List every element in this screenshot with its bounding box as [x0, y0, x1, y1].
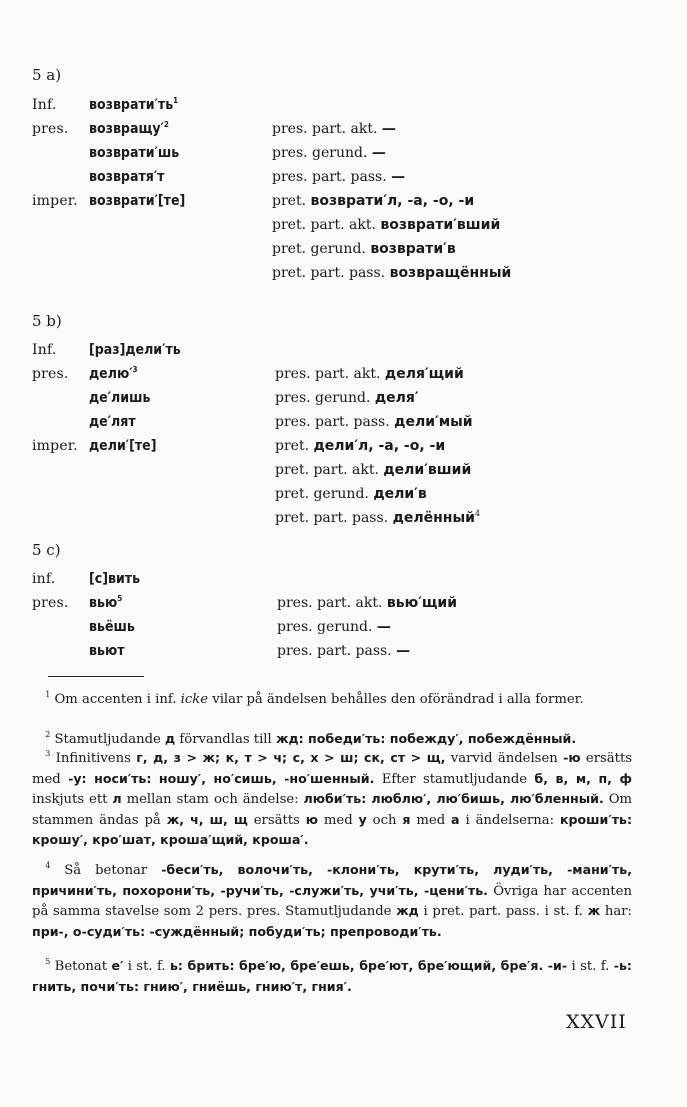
form-row: pres. gerund. — [277, 619, 391, 635]
form-row: pres. part. pass. — [272, 169, 406, 185]
form-row: pret. part. pass. делённый$^4$ [275, 509, 481, 526]
form-row: pret. gerund. дели′в [275, 486, 427, 502]
inf-label: inf. [32, 571, 56, 587]
inf-form: [с]вить [89, 571, 141, 587]
pres-label: pres. [32, 366, 69, 382]
form-row: pres. part. akt. — [272, 121, 396, 137]
inf-label: Inf. [32, 342, 57, 358]
form-row: pret. part. akt. возврати′вший [272, 217, 501, 233]
pres-form-3: вьют [89, 643, 125, 659]
inf-label: Inf. [32, 97, 57, 113]
section-5a-label: 5 a) [32, 66, 62, 84]
form-row: pres. gerund. деля′ [275, 390, 419, 406]
pres-form-2: возврати′шь [89, 145, 180, 161]
section-5b-label: 5 b) [32, 312, 62, 330]
form-row: pret. part. pass. возвращённый [272, 265, 512, 281]
inf-form: $возврати'ть^1$ [89, 96, 179, 113]
imper-form: дели′[те] [89, 438, 157, 454]
pres-form-3: возвратя′т [89, 169, 165, 185]
form-row: pres. part. pass. — [277, 643, 411, 659]
form-row: pres. gerund. — [272, 145, 386, 161]
footnote-5: $^5$ Betonat е′ i st. f. ь: брить: бре′ю, бре′ешь, бре′ют, бре′ющий, бре′я. -и- i st. f. -ь: гнить, почи′ть: гнию′, гниёшь, гнию′т, гния′. [32, 957, 632, 994]
section-5c-label: 5 c) [32, 541, 61, 559]
form-row: pret. дели′л, -а, -о, -и [275, 438, 446, 454]
inf-form: [раз]дели′ть [89, 342, 181, 358]
pres-form-1: $возвращу'^2$ [89, 120, 169, 137]
footnote-rule [48, 676, 144, 677]
pres-form-3: де′лят [89, 414, 136, 430]
imper-label: imper. [32, 193, 78, 209]
pres-label: pres. [32, 121, 69, 137]
footnote-1: $^1$ Om accenten i inf. icke vilar på ändelsen behålles den oförändrad i alla former. [45, 690, 584, 707]
form-row: pres. part. akt. вью′щий [277, 595, 458, 611]
footnote-4: $^4$ Så betonar -беси′ть, волочи′ть, -клони′ть, крути′ть, луди′ть, -мани′ть, причини′ть, похорони′ть, -ручи′ть, -служи′ть, учи′ть, -цени′ть. Övriga har accenten på samma stavelse som 2 pers. pres. Stamutljudande жд i pret. part. pass. i st. f. ж har: при-, о-суди′ть: -суждённый; побуди′ть; препроводи′ть. [32, 861, 632, 939]
pres-form-2: вьёшь [89, 619, 135, 635]
form-row: pret. gerund. возврати′в [272, 241, 456, 257]
footnote-3: $^3$ Infinitivens г, д, з > ж; к, т > ч; с, х > ш; ск, ст > щ, varvid ändelsen -ю ersätts med -у: носи′ть: ношу′, но′сишь, -но′шенный. Efter stamutljudande б, в, м, п, ф inskjuts ett л mellan stam och ändelse: люби′ть: люблю′, лю′бишь, лю′бленный. Om stammen ändas på ж, ч, ш, щ ersätts ю med у och я med а i ändelserna: кроши′ть: крошу′, кро′шат, кроша′щий, кроша′. [32, 749, 633, 848]
pres-form-1: $делю'^3$ [89, 365, 138, 382]
form-row: pret. возврати′л, -а, -о, -и [272, 193, 475, 209]
imper-label: imper. [32, 438, 78, 454]
pres-form-1: вью$^5$ [89, 594, 123, 611]
imper-form: возврати′[те] [89, 193, 186, 209]
pres-form-2: де′лишь [89, 390, 151, 406]
page-number: XXVII [566, 1011, 627, 1033]
pres-label: pres. [32, 595, 69, 611]
form-row: pret. part. akt. дели′вший [275, 462, 472, 478]
form-row: pres. part. akt. деля′щий [275, 366, 464, 382]
footnote-2: $^2$ Stamutljudande д förvandlas till жд: победи′ть: побежду′, побеждённый. [45, 730, 577, 747]
form-row: pres. part. pass. дели′мый [275, 414, 473, 430]
